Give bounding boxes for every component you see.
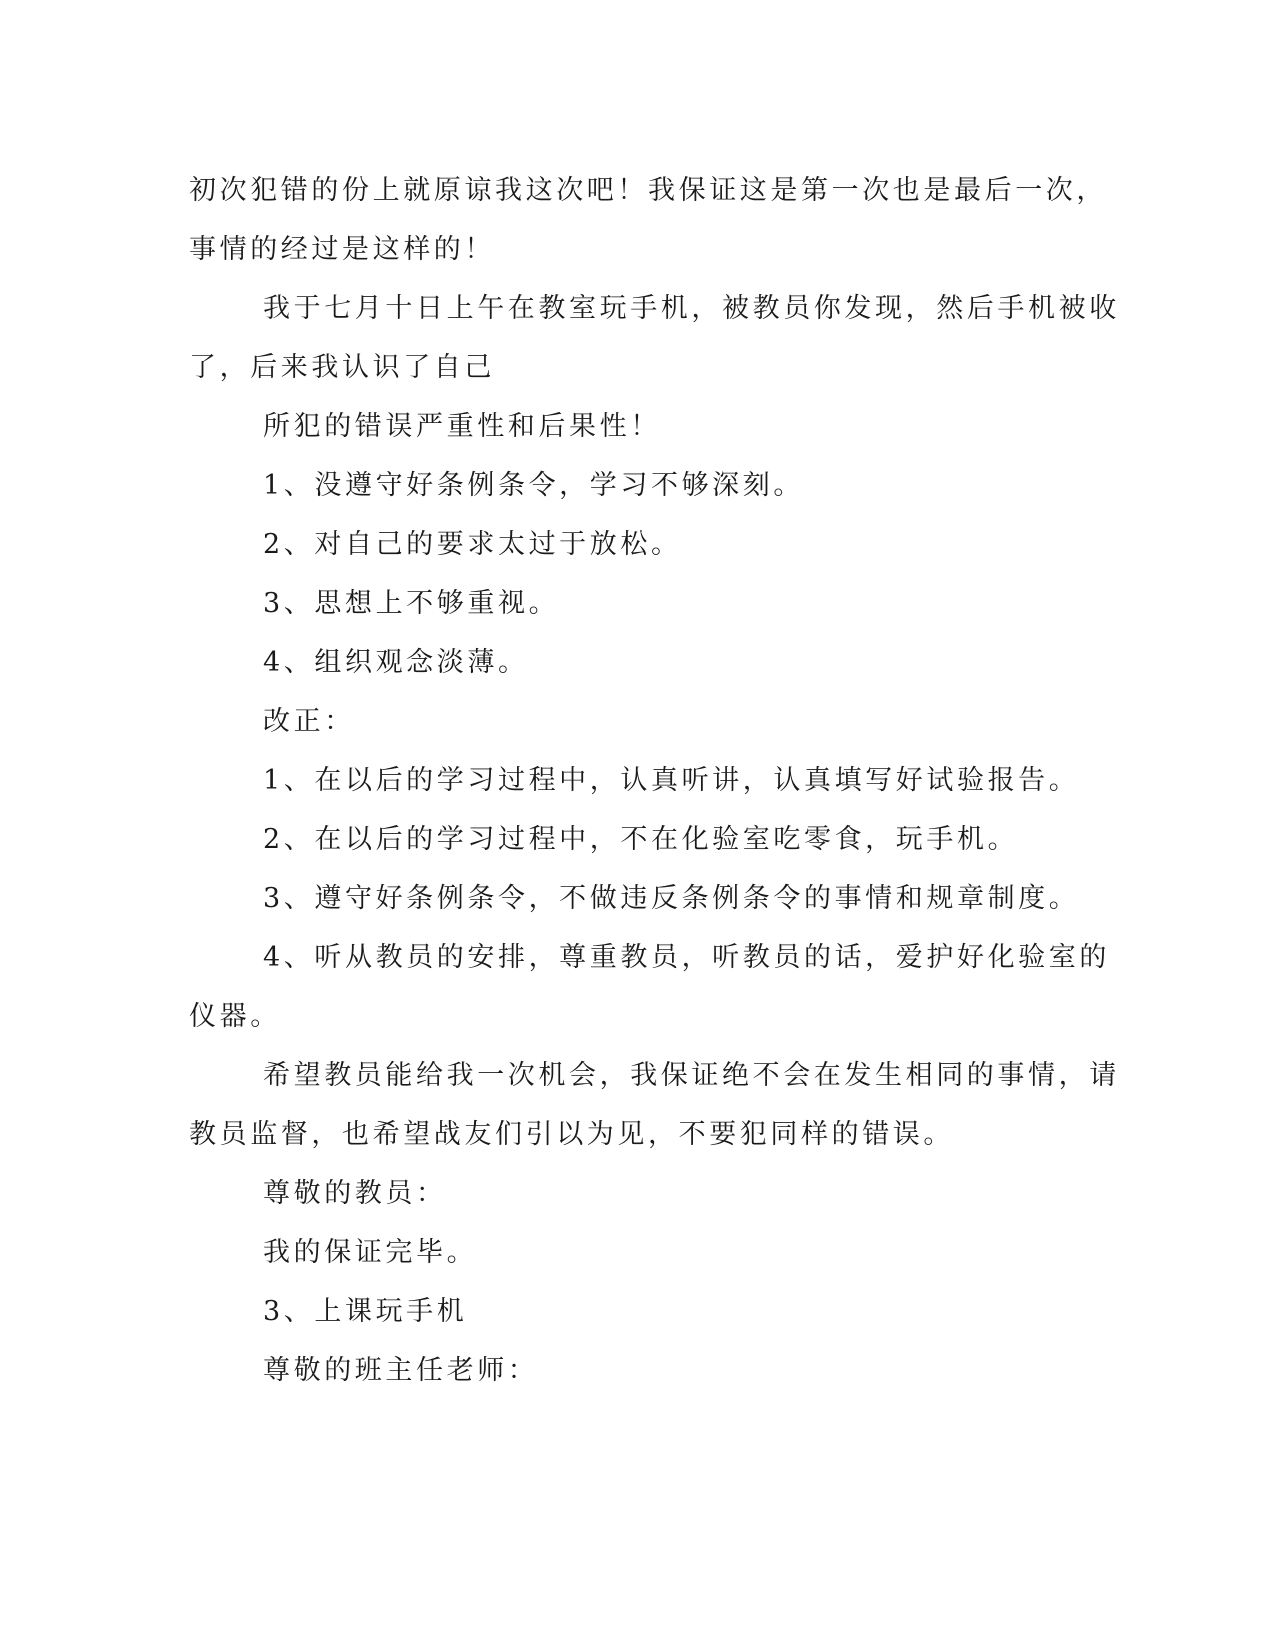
list-item: 2、对自己的要求太过于放松。 [263,529,682,560]
text-line: 希望教员能给我一次机会，我保证绝不会在发生相同的事情，请 [263,1060,1120,1091]
text-line: 仪器。 [189,1001,281,1032]
list-item: 3、遵守好条例条令，不做违反条例条令的事情和规章制度。 [263,883,1080,914]
section-title: 3、上课玩手机 [263,1296,468,1327]
list-item: 4、组织观念淡薄。 [263,647,529,678]
text-line: 所犯的错误严重性和后果性！ [263,411,661,442]
list-item: 1、在以后的学习过程中，认真听讲，认真填写好试验报告。 [263,765,1080,796]
list-item: 3、思想上不够重视。 [263,588,560,619]
section-heading: 改正： [263,706,355,737]
list-item: 2、在以后的学习过程中，不在化验室吃零食，玩手机。 [263,824,1019,855]
text-line: 了，后来我认识了自己 [189,352,495,383]
closing-line: 我的保证完毕。 [263,1237,478,1268]
text-line: 事情的经过是这样的！ [189,234,495,265]
text-line: 初次犯错的份上就原谅我这次吧！我保证这是第一次也是最后一次， [189,175,1107,206]
list-item: 1、没遵守好条例条令，学习不够深刻。 [263,470,804,501]
list-item: 4、听从教员的安排，尊重教员，听教员的话，爱护好化验室的 [263,942,1110,973]
text-line: 我于七月十日上午在教室玩手机，被教员你发现，然后手机被收 [263,293,1120,324]
salutation: 尊敬的教员： [263,1178,447,1209]
text-line: 教员监督，也希望战友们引以为见，不要犯同样的错误。 [189,1119,954,1150]
salutation: 尊敬的班主任老师： [263,1355,539,1386]
